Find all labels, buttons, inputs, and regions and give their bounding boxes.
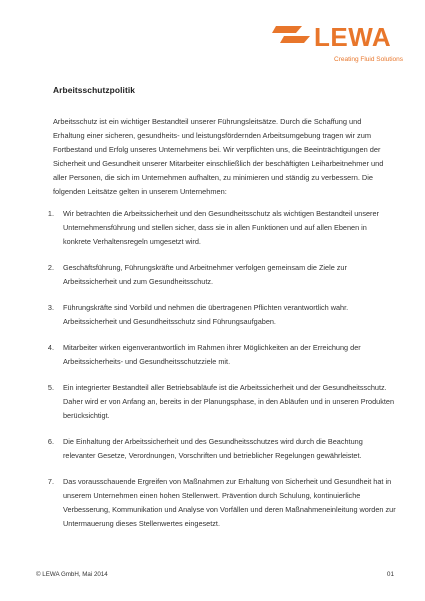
list-item — [36, 435, 396, 463]
list-item-number: 4. — [47, 343, 54, 352]
footer-copyright: © LEWA GmbH, Mai 2014 — [36, 571, 108, 578]
list-item-text: Ein integrierter Bestandteil aller Betriebsabläufe ist die Arbeitssicherheit und der Gesundheitsschutz. Daher wird er von Anfang an, bereits in der Planungsphase, in den Abläufen und in unseren Produkten berücksichtigt. — [63, 383, 395, 420]
list-item-number: 7. — [47, 477, 54, 486]
list-item — [36, 301, 396, 329]
document-title: Arbeitsschutzpolitik — [53, 85, 136, 95]
lewa-logo-mark-icon — [272, 23, 312, 47]
list-item-number: 3. — [47, 303, 54, 312]
principles-list — [36, 207, 396, 543]
list-item-text: Mitarbeiter wirken eigenverantwortlich im Rahmen ihrer Möglichkeiten an der Erreichung der Arbeitssicherheits- und Gesundheitsschutzziele mit. — [63, 343, 361, 366]
list-item-number: 1. — [47, 209, 54, 218]
logo-tagline: Creating Fluid Solutions — [334, 56, 404, 63]
footer-page-number: 01 — [386, 571, 394, 578]
list-item-number: 2. — [47, 263, 54, 272]
list-item-text: Wir betrachten die Arbeitssicherheit und den Gesundheitsschutz als wichtigen Bestandteil unserer Unternehmensführung und stellen sicher, dass sie in allen Funktionen und auf allen Ebenen in konkrete Verhaltensregeln umgesetzt wird. — [63, 209, 379, 246]
list-item — [36, 207, 396, 249]
list-item — [36, 341, 396, 369]
list-item-text: Geschäftsführung, Führungskräfte und Arbeitnehmer verfolgen gemeinsam die Ziele zur Arbeitssicherheit und zum Gesundheitsschutz. — [63, 263, 347, 286]
list-item-number: 5. — [47, 383, 54, 392]
list-item — [36, 381, 396, 423]
list-item-text: Die Einhaltung der Arbeitssicherheit und des Gesundheitsschutzes wird durch die Beachtung relevanter Gesetze, Verordnungen, Vorschriften und betrieblicher Regelungen gewährleistet. — [63, 437, 363, 460]
list-item-text: Das vorausschauende Ergreifen von Maßnahmen zur Erhaltung von Sicherheit und Gesundheit hat in unserem Unternehmen einen hohen Stellenwert. Prävention durch Schulung, kontinuierliche Verbesserung, Kommunikation und Analyse von Vorfällen und deren Maßnahmeneinleitung worden zur Untermauerung dieses Stellenwertes eingesetzt. — [63, 477, 396, 528]
intro-paragraph: Arbeitsschutz ist ein wichtiger Bestandteil unserer Führungsleitsätze. Durch die Schaffung und Erhaltung einer sicheren, gesundheits- und leistungsfördernden Arbeitsumgebung tragen wir zum Fortbestand und Erfolg unseres Unternehmens bei. Wir verpflichten uns, die Beeinträchtigungen der Sicherheit und Gesundheit unserer Mitarbeiter einschließlich der beschäftigten Leiharbeitnehmer und aller Personen, die sich im Unternehmen aufhalten, zu minimieren und ständig zu verbessern. Die folgenden Leitsätze gelten in unserem Unternehmen: — [53, 117, 384, 196]
list-item-number: 6. — [47, 437, 54, 446]
list-item — [36, 475, 396, 531]
logo-wordmark: LEWA — [314, 22, 392, 52]
list-item — [36, 261, 396, 289]
list-item-text: Führungskräfte sind Vorbild und nehmen die übertragenen Pflichten verantwortlich wahr. Arbeitssicherheit und Gesundheitsschutz sind Führungsaufgaben. — [63, 303, 349, 326]
lewa-logo — [272, 22, 412, 68]
